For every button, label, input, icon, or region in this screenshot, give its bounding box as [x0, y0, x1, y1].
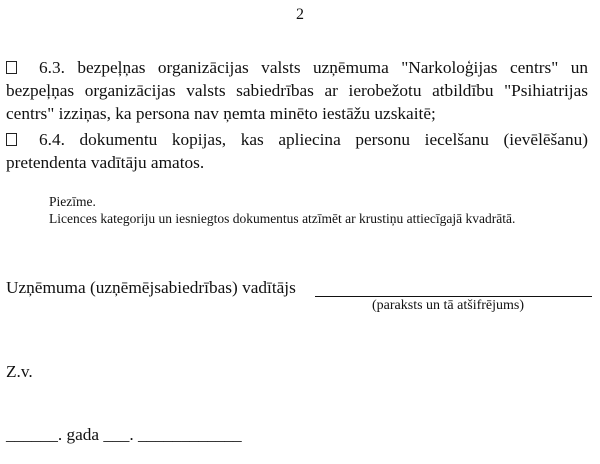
note-text: Licences kategoriju un iesniegtos dokumentus atzīmēt ar krustiņu attiecīgajā kvadrātā.	[49, 210, 516, 226]
checkbox-6-3[interactable]	[6, 61, 17, 74]
item-6-4-text: 6.4. dokumentu kopijas, kas apliecina personu iecelšanu (ievēlēšanu) pretendenta vadītāju amatos.	[6, 130, 588, 172]
signature-caption: (paraksts un tā atšifrējums)	[372, 298, 525, 313]
item-6-3	[6, 56, 588, 125]
signature-label: Uzņēmuma (uzņēmējsabiedrības) vadītājs	[6, 278, 296, 297]
note-title: Piezīme.	[49, 194, 96, 209]
item-6-3-text: 6.3. bezpeļņas organizācijas valsts uzņēmuma "Narkoloģijas centrs" un bezpeļņas organizācijas valsts sabiedrības ar ierobežotu atbildību "Psihiatrijas centrs" izziņas, ka persona nav ņemta minēto iestāžu uzskaitē;	[6, 58, 588, 123]
date-line[interactable]: ______. gada ___. ____________	[6, 425, 242, 444]
note	[49, 194, 515, 227]
checkbox-6-4[interactable]	[6, 133, 17, 146]
signature-line[interactable]	[315, 296, 592, 297]
item-6-4	[6, 128, 588, 174]
page-number: 2	[296, 6, 304, 23]
stamp-label: Z.v.	[6, 362, 33, 381]
